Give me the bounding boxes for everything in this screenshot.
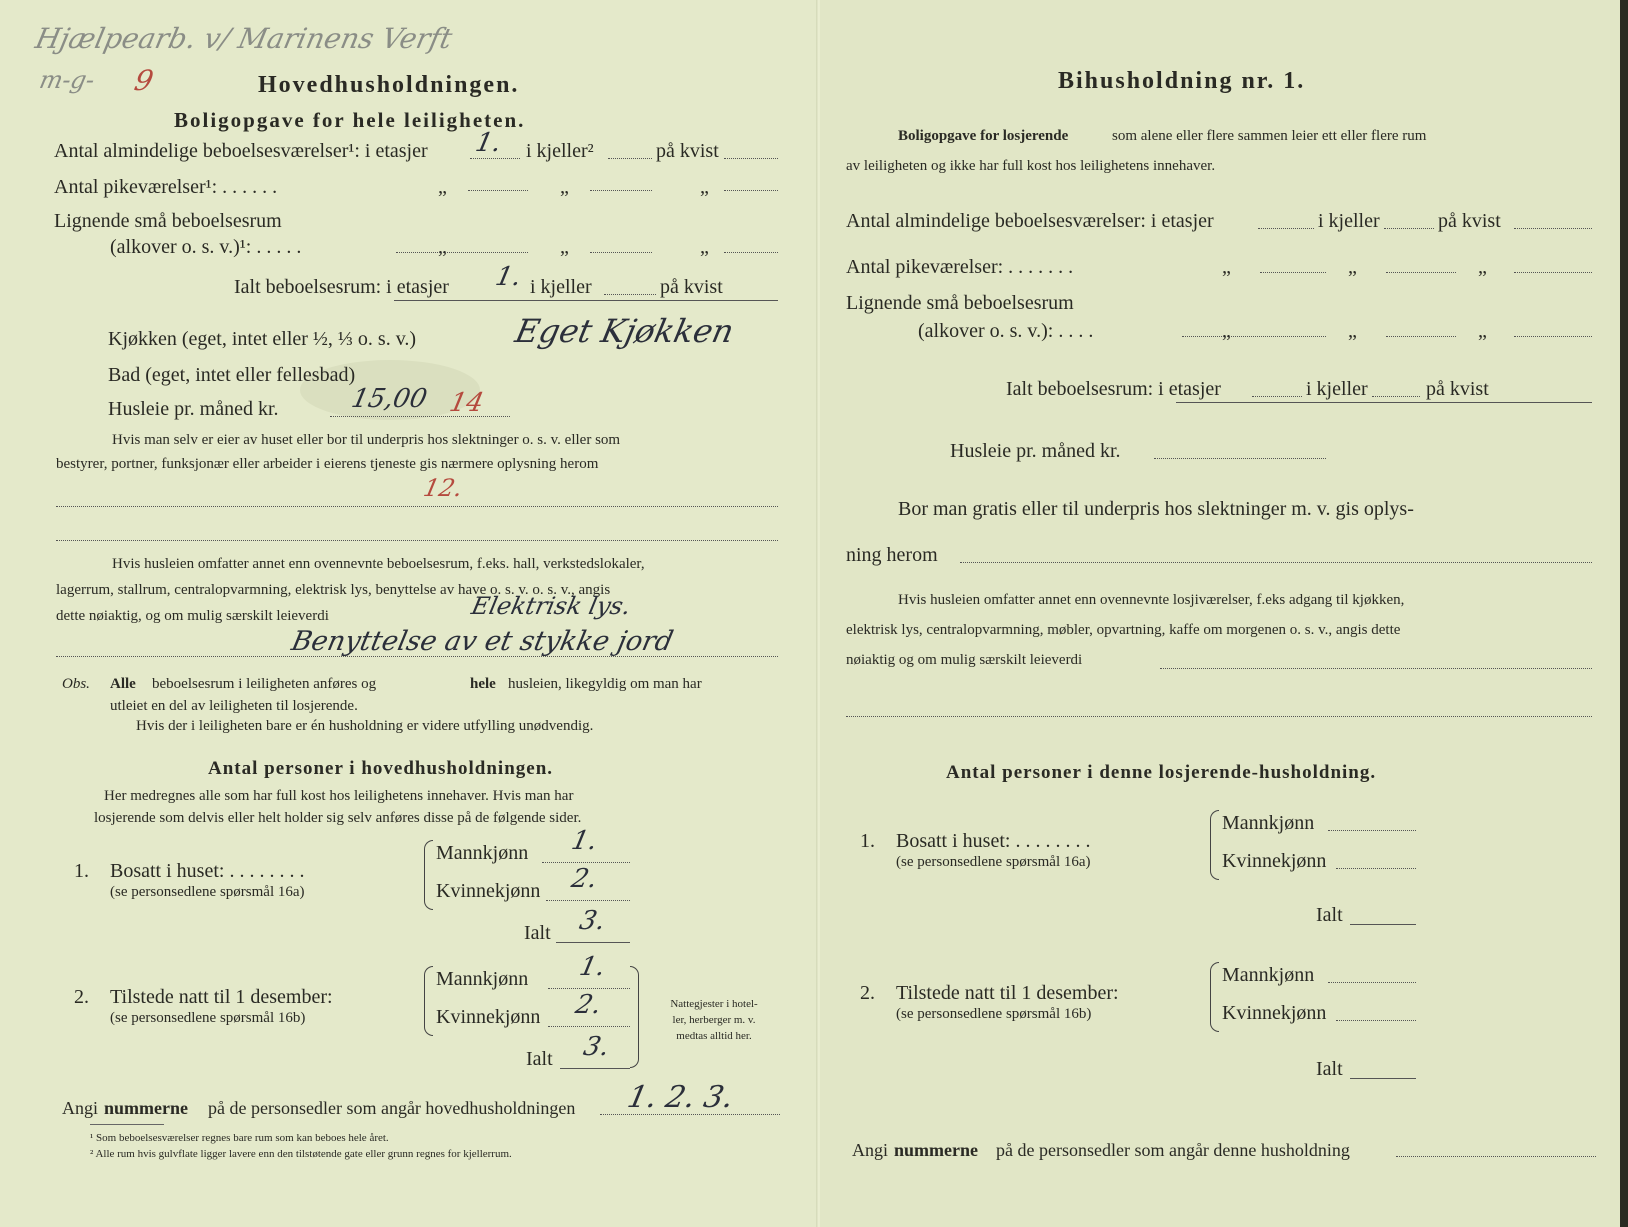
sub-page-title: Bihusholdning nr. 1.: [1058, 68, 1306, 94]
sub-total-rule: [1176, 402, 1592, 403]
sub-numbers-label-a: Angi: [852, 1140, 888, 1160]
scan-edge: [1620, 0, 1628, 1227]
sub-intro-text: som alene eller flere sammen leier ett eller flere rum: [1112, 128, 1427, 144]
ditto-mark: „: [438, 236, 447, 258]
q2-male-label: Mannkjønn: [436, 968, 529, 990]
sub-small-line: [1386, 336, 1456, 337]
q2-present-sub: (se personsedlene spørsmål 16b): [110, 1010, 306, 1026]
sub-q2-sub: (se personsedlene spørsmål 16b): [896, 1006, 1092, 1022]
maid-rooms-line: [724, 190, 778, 191]
q1-male-label: Mannkjønn: [436, 842, 529, 864]
underprice-line-2: [56, 540, 778, 541]
other-included-line: [56, 656, 778, 657]
q1-male-value: 1.: [568, 826, 601, 856]
sub-total-basement-label: i kjeller: [1306, 378, 1368, 400]
other-included-text: Hvis husleien omfatter annet enn ovennevnte beboelsesrum, f.eks. hall, verkstedslokaler,: [112, 556, 645, 572]
sub-q2-number: 2.: [860, 982, 875, 1004]
obs-bold-whole: hele: [470, 676, 496, 692]
sub-intro-text-2: av leiligheten og ikke har full kost hos leilighetens innehaver.: [846, 158, 1216, 174]
q2-note-2: ler, herberger m. v.: [672, 1014, 756, 1026]
right-page-sub-household: [820, 0, 1628, 1227]
sub-q1-female-line: [1336, 868, 1416, 869]
sub-q2-total-line: [1350, 1078, 1416, 1079]
rent-value: 15,00: [348, 384, 430, 414]
total-rooms-floors-value: 1.: [492, 262, 525, 292]
q2-brace: [424, 966, 433, 1036]
underprice-text: Hvis man selv er eier av huset eller bor til underpris hos slektninger o. s. v. eller som: [112, 432, 621, 448]
maid-rooms-line: [590, 190, 652, 191]
sub-rent-line: [1154, 458, 1326, 459]
sub-maid-line: [1514, 272, 1592, 273]
sub-rooms-attic-label: på kvist: [1438, 210, 1501, 232]
sub-other-text-3: nøiaktig og om mulig særskilt leieverdi: [846, 652, 1083, 668]
q2-right-brace: [630, 966, 639, 1068]
obs-text-2: husleien, likegyldig om man har: [508, 676, 702, 692]
kitchen-value: Eget Kjøkken: [511, 312, 738, 350]
underprice-line: [56, 506, 778, 507]
sub-other-text-2: elektrisk lys, centralopvarmning, møbler, opvartning, kaffe om morgenen o. s. v., angis dette: [846, 622, 1401, 638]
q2-female-line: [548, 1026, 630, 1027]
maid-rooms-line: [468, 190, 528, 191]
persons-text: Her medregnes alle som har full kost hos leilighetens innehaver. Hvis man har: [104, 788, 574, 804]
sub-rooms-basement-line: [1384, 228, 1434, 229]
small-rooms-line: [590, 252, 652, 253]
sub-other-text: Hvis husleien omfatter annet enn ovennevnte losjiværelser, f.eks adgang til kjøkken,: [898, 592, 1405, 608]
sub-rent-label: Husleie pr. måned kr.: [950, 440, 1121, 462]
sub-q2-total-label: Ialt: [1316, 1058, 1343, 1080]
ditto-mark: „: [1478, 256, 1487, 278]
q2-female-label: Kvinnekjønn: [436, 1006, 541, 1028]
q2-present-label: Tilstede natt til 1 desember:: [110, 986, 333, 1008]
q2-female-value: 2.: [572, 990, 605, 1020]
obs-text-3: utleiet en del av leiligheten til losjerende.: [110, 698, 358, 714]
q1-total-line: [556, 942, 630, 943]
sub-free-text: Bor man gratis eller til underpris hos slektninger m. v. gis oplys-: [898, 498, 1414, 520]
small-rooms-line: [396, 252, 528, 253]
margin-note-red-number: 9: [131, 64, 157, 97]
sub-q2-female-label: Kvinnekjønn: [1222, 1002, 1327, 1024]
ditto-mark: „: [1222, 320, 1231, 342]
margin-note-code: m-g-: [37, 66, 98, 94]
ditto-mark: „: [560, 176, 569, 198]
total-rooms-attic-label: på kvist: [660, 276, 723, 298]
q1-resident-sub: (se personsedlene spørsmål 16a): [110, 884, 305, 900]
rent-line: [330, 416, 510, 417]
q1-brace: [424, 840, 433, 910]
total-rooms-rule: [394, 300, 778, 301]
q1-male-line: [542, 862, 630, 863]
page-subtitle: Boligopgave for hele leiligheten.: [174, 108, 526, 132]
numbers-label-b: nummerne: [104, 1098, 188, 1118]
sub-intro-bold: Boligopgave for losjerende: [898, 128, 1069, 144]
q2-total-label: Ialt: [526, 1048, 553, 1070]
q2-total-value: 3.: [580, 1032, 613, 1062]
sub-q2-label: Tilstede natt til 1 desember:: [896, 982, 1119, 1004]
sub-q2-male-line: [1328, 982, 1416, 983]
page-title: Hovedhusholdningen.: [258, 72, 520, 98]
rooms-ordinary-attic-line: [724, 158, 778, 159]
sub-q1-sub: (se personsedlene spørsmål 16a): [896, 854, 1091, 870]
sub-q1-total-label: Ialt: [1316, 904, 1343, 926]
sub-rooms-basement-label: i kjeller: [1318, 210, 1380, 232]
rooms-ordinary-attic-label: på kvist: [656, 140, 719, 162]
q1-total-value: 3.: [576, 906, 609, 936]
other-included-text-3: dette nøiaktig, og om mulig særskilt leieverdi: [56, 608, 329, 624]
sub-numbers-line: [1396, 1156, 1596, 1157]
ditto-mark: „: [700, 176, 709, 198]
ditto-mark: „: [700, 236, 709, 258]
sub-maid-line: [1260, 272, 1326, 273]
sub-numbers-label-b: nummerne: [894, 1140, 978, 1160]
sub-total-basement-line: [1372, 396, 1420, 397]
sub-small-rooms-label: Lignende små beboelsesrum: [846, 292, 1074, 314]
total-rooms-basement-label: i kjeller: [530, 276, 592, 298]
rooms-ordinary-basement-label: i kjeller²: [526, 140, 594, 162]
sub-numbers-label-c: på de personsedler som angår denne husholdning: [996, 1140, 1350, 1160]
sub-total-rooms-label: Ialt beboelsesrum: i etasjer: [1006, 378, 1221, 400]
underprice-red-value: 12.: [421, 474, 466, 502]
numbers-label-c: på de personsedler som angår hovedhusholdningen: [208, 1098, 576, 1118]
obs-text: beboelsesrum i leiligheten anføres og: [152, 676, 377, 692]
ditto-mark: „: [1478, 320, 1487, 342]
sub-rooms-ordinary-label: Antal almindelige beboelsesværelser: i etasjer: [846, 210, 1214, 232]
sub-maid-line: [1386, 272, 1456, 273]
persons-text-2: losjerende som delvis eller helt holder sig selv anføres disse på de følgende sider.: [94, 810, 582, 826]
q2-number: 2.: [74, 986, 89, 1008]
sub-other-line: [1160, 668, 1592, 669]
q2-note-3: medtas alltid her.: [676, 1030, 752, 1042]
ditto-mark: „: [560, 236, 569, 258]
footnote-2: ² Alle rum hvis gulvflate ligger lavere enn den tilstøtende gate eller grunn regnes for kjellerrum.: [90, 1148, 512, 1160]
sub-q2-male-label: Mannkjønn: [1222, 964, 1315, 986]
bath-label: Bad (eget, intet eller fellesbad): [108, 364, 356, 386]
numbers-line: [600, 1114, 780, 1115]
small-rooms-label-2: (alkover o. s. v.)¹: . . . . .: [110, 236, 302, 258]
ditto-mark: „: [1348, 256, 1357, 278]
obs-bold-all: Alle: [110, 676, 136, 692]
total-rooms-label: Ialt beboelsesrum: i etasjer: [234, 276, 449, 298]
margin-note-occupation: Hjælpearb. v/ Marinens Verft: [32, 22, 456, 55]
rooms-ordinary-floors-value: 1.: [472, 128, 505, 158]
persons-section-title: Antal personer i hovedhusholdningen.: [208, 758, 554, 779]
q1-resident-label: Bosatt i huset: . . . . . . . .: [110, 860, 305, 882]
sub-q1-male-line: [1328, 830, 1416, 831]
rooms-ordinary-label: Antal almindelige beboelsesværelser¹: i etasjer: [54, 140, 428, 162]
rooms-ordinary-floors-line: [470, 158, 520, 159]
maid-rooms-label: Antal pikeværelser¹: . . . . . .: [54, 176, 278, 198]
sub-rooms-attic-line: [1514, 228, 1592, 229]
sub-other-line-2: [846, 716, 1592, 717]
underprice-text-2: bestyrer, portner, funksjonær eller arbeider i eierens tjeneste gis nærmere oplysning herom: [56, 456, 599, 472]
sub-persons-title: Antal personer i denne losjerende-husholdning.: [946, 762, 1377, 783]
sub-q1-number: 1.: [860, 830, 875, 852]
sub-maid-rooms-label: Antal pikeværelser: . . . . . . .: [846, 256, 1074, 278]
sub-q1-label: Bosatt i huset: . . . . . . . .: [896, 830, 1091, 852]
numbers-value: 1. 2. 3.: [624, 1080, 737, 1115]
sub-small-line: [1182, 336, 1326, 337]
sub-rooms-floors-line: [1258, 228, 1314, 229]
obs-label: Obs.: [62, 676, 90, 692]
sub-total-floors-line: [1252, 396, 1302, 397]
rooms-ordinary-basement-line: [608, 158, 652, 159]
total-rooms-basement-line: [604, 294, 656, 295]
small-rooms-label: Lignende små beboelsesrum: [54, 210, 282, 232]
sub-free-line: [960, 562, 1592, 563]
sub-q1-brace: [1210, 810, 1219, 880]
q1-female-line: [546, 900, 630, 901]
ditto-mark: „: [1348, 320, 1357, 342]
other-included-value-2: Benyttelse av et stykke jord: [288, 626, 676, 657]
q2-total-line: [560, 1068, 630, 1069]
other-included-value-1: Elektrisk lys.: [469, 592, 634, 620]
q2-male-line: [548, 988, 630, 989]
small-rooms-line: [724, 252, 778, 253]
kitchen-label: Kjøkken (eget, intet eller ½, ⅓ o. s. v.): [108, 328, 417, 350]
sub-q2-female-line: [1336, 1020, 1416, 1021]
sub-q1-female-label: Kvinnekjønn: [1222, 850, 1327, 872]
ditto-mark: „: [1222, 256, 1231, 278]
q1-female-value: 2.: [568, 864, 601, 894]
q1-total-label: Ialt: [524, 922, 551, 944]
numbers-label-a: Angi: [62, 1098, 98, 1118]
sub-small-line: [1514, 336, 1592, 337]
rent-label: Husleie pr. måned kr.: [108, 398, 279, 420]
sub-total-attic-label: på kvist: [1426, 378, 1489, 400]
sub-q2-brace: [1210, 962, 1219, 1032]
sub-q1-total-line: [1350, 924, 1416, 925]
sub-free-text-2: ning herom: [846, 544, 938, 566]
q2-note: Nattegjester i hotel-: [670, 998, 758, 1010]
q1-female-label: Kvinnekjønn: [436, 880, 541, 902]
rent-value-correction: 14: [446, 388, 487, 418]
other-included-text-2: lagerrum, stallrum, centralopvarmning, elektrisk lys, benyttelse av have o. s. v. o. s. v., angis: [56, 582, 611, 598]
obs-text-4: Hvis der i leiligheten bare er én husholdning er videre utfylling unødvendig.: [136, 718, 594, 734]
ditto-mark: „: [438, 176, 447, 198]
q1-number: 1.: [74, 860, 89, 882]
footnote-rule: [90, 1124, 164, 1125]
q2-male-value: 1.: [576, 952, 609, 982]
footnote-1: ¹ Som beboelsesværelser regnes bare rum som kan beboes hele året.: [90, 1132, 389, 1144]
sub-small-rooms-label-2: (alkover o. s. v.): . . . .: [918, 320, 1094, 342]
sub-q1-male-label: Mannkjønn: [1222, 812, 1315, 834]
